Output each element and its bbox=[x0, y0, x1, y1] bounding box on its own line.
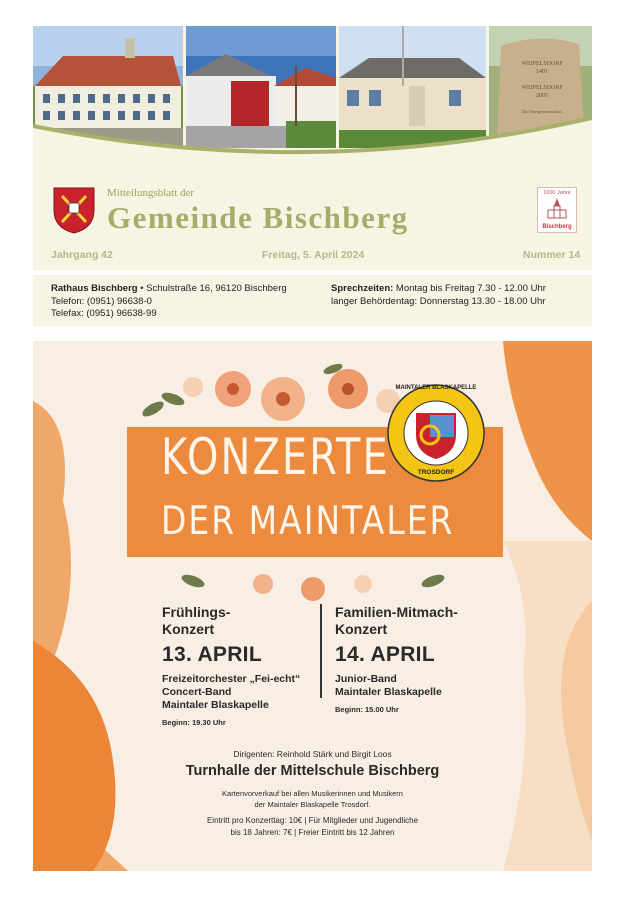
right-date: 14. APRIL bbox=[335, 643, 435, 666]
church-icon bbox=[547, 198, 567, 220]
masthead-title: Gemeinde Bischberg bbox=[107, 200, 409, 235]
hours-weekdays: Montag bis Freitag 7.30 - 12.00 Uhr bbox=[393, 283, 546, 294]
concert-poster bbox=[33, 341, 592, 871]
town-hall-info bbox=[51, 283, 287, 321]
hours-long-day: langer Behördentag: Donnerstag 13.30 - 18.00 Uhr bbox=[331, 295, 546, 307]
issue-number: Nummer 14 bbox=[523, 249, 581, 261]
stone-line-2: 1401 bbox=[536, 69, 548, 75]
left-heading-line2: Konzert bbox=[162, 621, 215, 637]
town-hall-label: Rathaus Bischberg bbox=[51, 283, 138, 294]
right-heading-line1: Familien-Mitmach- bbox=[335, 604, 458, 620]
stone-line-5: Die Dorfgemeinschaft bbox=[521, 109, 563, 114]
issue-date: Freitag, 5. April 2024 bbox=[262, 249, 365, 261]
column-divider bbox=[320, 604, 322, 698]
coat-of-arms-icon bbox=[52, 186, 96, 234]
price-line-2: bis 18 Jahren: 7€ | Freier Eintritt bis 12 Jahren bbox=[230, 827, 395, 837]
town-hall-address: • Schulstraße 16, 96120 Bischberg bbox=[137, 283, 287, 294]
left-line-2: Concert-Band bbox=[162, 686, 232, 698]
presale-line-1: Kartenvorverkauf bei allen Musikerinnen und Musikern bbox=[222, 789, 403, 798]
left-date: 13. APRIL bbox=[162, 643, 262, 666]
masthead-subtitle: Mitteilungsblatt der bbox=[107, 187, 195, 199]
venue: Turnhalle der Mittelschule Bischberg bbox=[185, 763, 440, 779]
fax-number: Telefax: (0951) 96638-99 bbox=[51, 308, 157, 319]
right-line-2: Maintaler Blaskapelle bbox=[335, 686, 442, 698]
left-start-time: Beginn: 19.30 Uhr bbox=[162, 718, 226, 727]
jubilee-name: Bischberg bbox=[542, 224, 572, 230]
poster-headline-line1: KONZERTE bbox=[161, 429, 390, 487]
stone-line-4: 2005 bbox=[536, 93, 548, 99]
presale-line-2: der Maintaler Blaskapelle Trosdorf. bbox=[254, 800, 371, 809]
left-heading-line1: Frühlings- bbox=[162, 604, 231, 620]
office-hours bbox=[331, 283, 546, 308]
concert-right bbox=[335, 604, 458, 714]
right-start-time: Beginn: 15.00 Uhr bbox=[335, 705, 399, 714]
header-wave bbox=[33, 104, 592, 174]
hours-label: Sprechzeiten: bbox=[331, 283, 394, 294]
left-line-3: Maintaler Blaskapelle bbox=[162, 699, 269, 711]
jubilee-years: 1000 Jahre bbox=[543, 190, 571, 196]
stone-line-3: WEIPELSDORF bbox=[521, 85, 563, 91]
phone-number: Telefon: (0951) 96638-0 bbox=[51, 295, 152, 307]
band-badge-icon bbox=[386, 383, 486, 483]
stone-line-1: WEIPELSDORF bbox=[521, 61, 563, 67]
right-heading-line2: Konzert bbox=[335, 621, 388, 637]
poster-headline-line2: DER MAINTALER bbox=[161, 497, 455, 544]
concert-left bbox=[162, 604, 300, 727]
price-info bbox=[33, 815, 592, 838]
left-line-1: Freizeitorchester „Fei-echt“ bbox=[162, 673, 301, 685]
badge-bottom-text: TROSDORF bbox=[417, 469, 455, 476]
volume-label: Jahrgang 42 bbox=[51, 249, 113, 261]
jubilee-logo bbox=[537, 187, 577, 233]
right-line-1: Junior-Band bbox=[335, 673, 397, 685]
conductors: Dirigenten: Reinhold Stärk und Birgit Loos bbox=[233, 749, 392, 759]
badge-top-text: MAINTALER BLASKAPELLE bbox=[395, 385, 477, 391]
presale-info bbox=[33, 788, 592, 810]
price-line-1: Eintritt pro Konzerttag: 10€ | Für Mitglieder und Jugendliche bbox=[206, 816, 419, 825]
